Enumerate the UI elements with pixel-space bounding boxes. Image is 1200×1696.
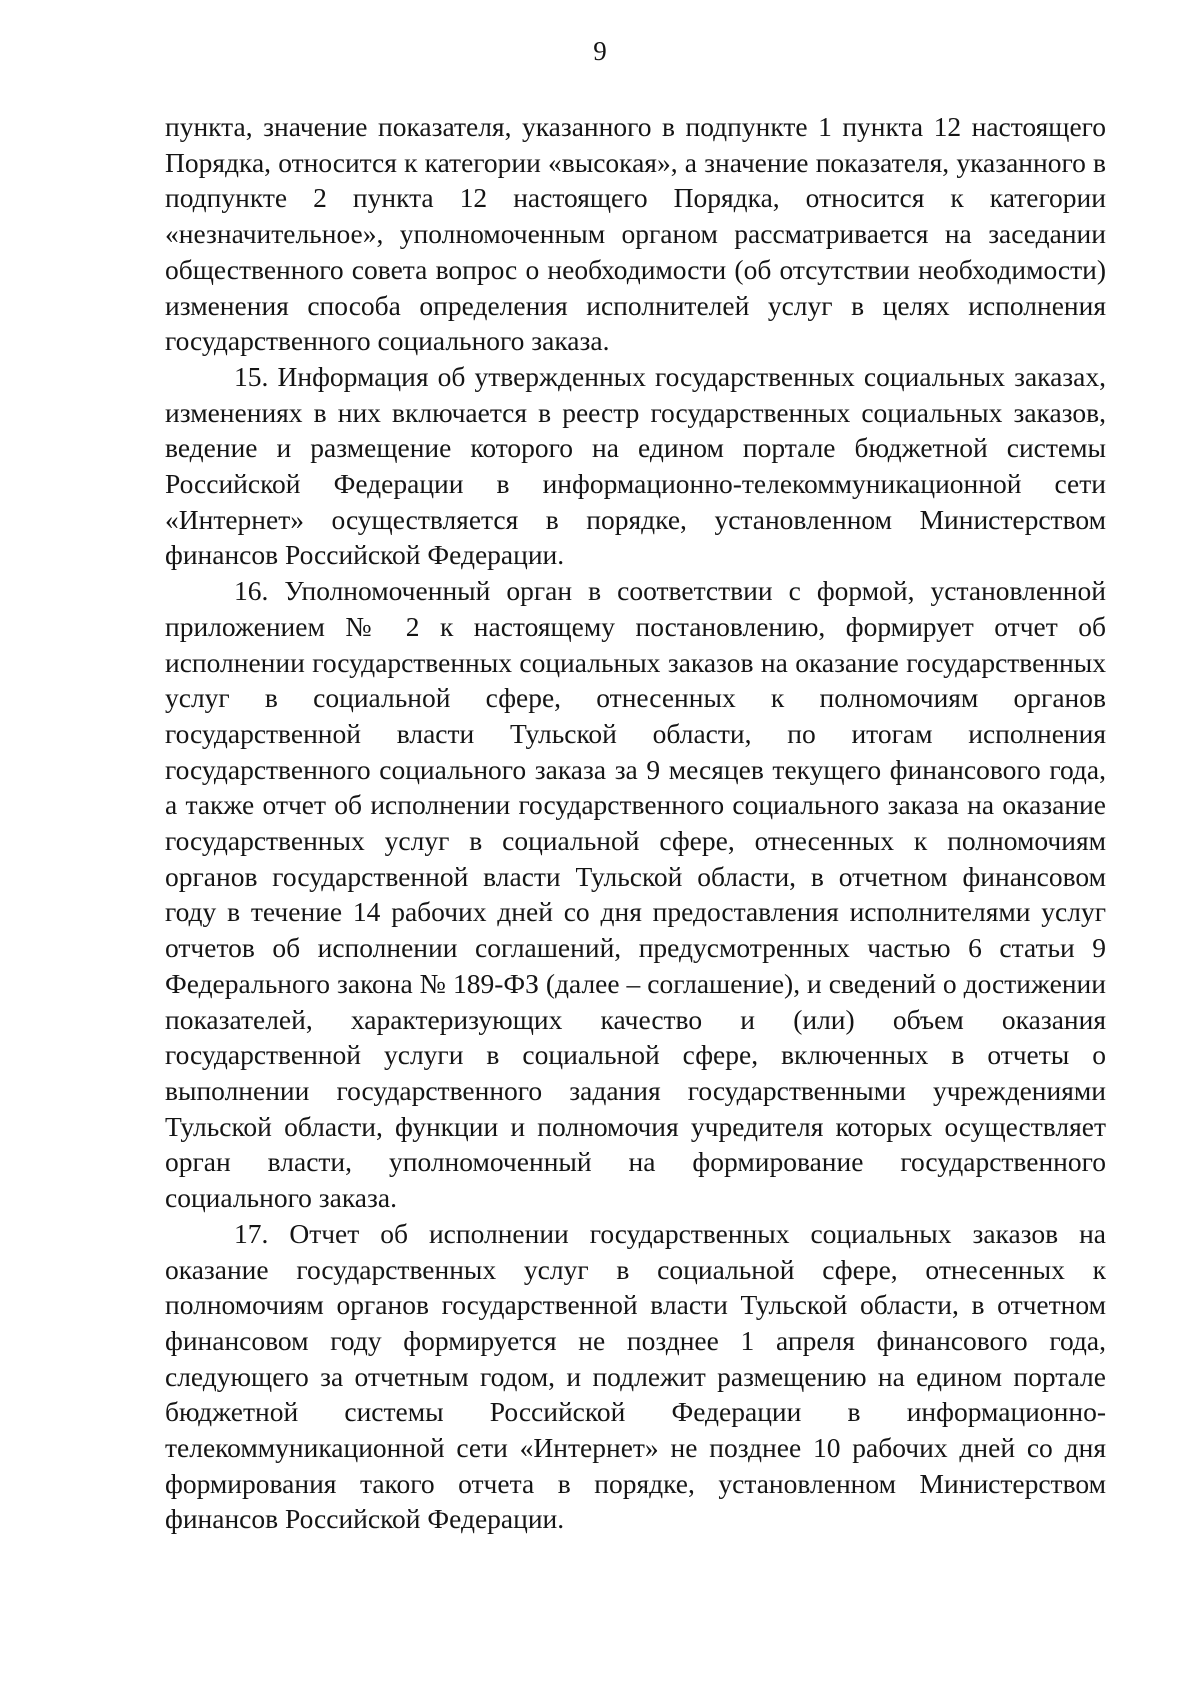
paragraph-15: 15. Информация об утвержденных государственных социальных заказах, изменениях в них включается в реестр государственных социальных заказов, ведение и размещение которого на едином портале бюджетной системы Российской Федерации в информационно-телекоммуникационной сети «Интернет» осуществляется в порядке, установленном Министерством финансов Российской Федерации. [165,360,1106,571]
page-number: 9 [593,36,607,66]
paragraph-17: 17. Отчет об исполнении государственных социальных заказов на оказание государственных услуг в социальной сфере, отнесенных к полномочиям органов государственной власти Тульской области, в отчетном финансовом году формируется не позднее 1 апреля финансового года, следующего за отчетным годом, и подлежит размещению на едином портале бюджетной системы Российской Федерации в информационно-телекоммуникационной сети «Интернет» не позднее 10 рабочих дней со дня формирования такого отчета в порядке, установленном Министерством финансов Российской Федерации. [165,1217,1106,1535]
document-body [165,109,1106,1537]
paragraph-16: 16. Уполномоченный орган в соответствии с формой, установленной приложением № 2 к настоящему постановлению, формирует отчет об исполнении государственных социальных заказов на оказание государственных услуг в социальной сфере, отнесенных к полномочиям органов государственной власти Тульской области, по итогам исполнения государственного социального заказа за 9 месяцев текущего финансового года, а также отчет об исполнении государственного социального заказа на оказание государственных услуг в социальной сфере, отнесенных к полномочиям органов государственной власти Тульской области, в отчетном финансовом году в течение 14 рабочих дней со дня предоставления исполнителями услуг отчетов об исполнении соглашений, предусмотренных частью 6 статьи 9 Федерального закона № 189-ФЗ (далее – соглашение), и сведений о достижении показателей, характеризующих качество и (или) объем оказания государственной услуги в социальной сфере, включенных в отчеты о выполнении государственного задания государственными учреждениями Тульской области, функции и полномочия учредителя которых осуществляет орган власти, уполномоченный на формирование государственного социального заказа. [165,575,1106,1214]
paragraph-14-continuation: пункта, значение показателя, указанного в подпункте 1 пункта 12 настоящего Порядка, относится к категории «высокая», а значение показателя, указанного в подпункте 2 пункта 12 настоящего Порядка, относится к категории «незначительное», уполномоченным органом рассматривается на заседании общественного совета вопрос о необходимости (об отсутствии необходимости) изменения способа определения исполнителей услуг в целях исполнения государственного социального заказа. [165,111,1106,357]
